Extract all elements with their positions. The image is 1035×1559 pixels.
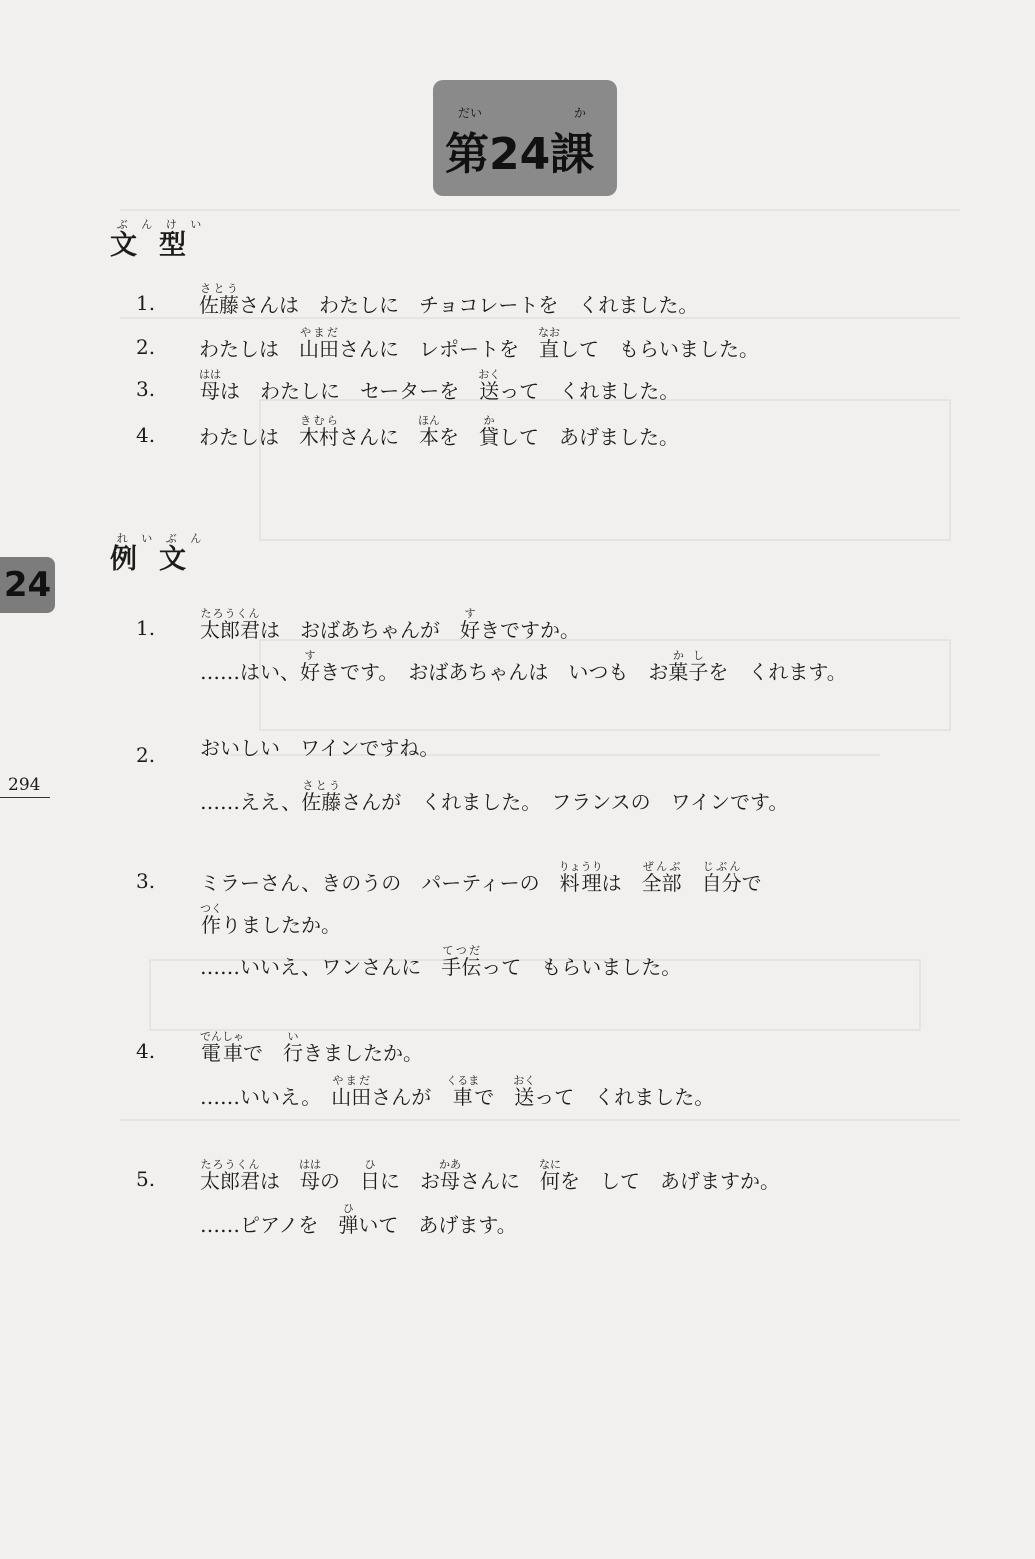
text-segment: おいしい ワインですね。 <box>200 736 440 760</box>
ruby-word: 佐藤さとう <box>199 282 239 317</box>
reibun-number: 4. <box>136 1039 156 1063</box>
text-segment: さんは わたしに チョコレートを くれました。 <box>239 293 699 317</box>
text-segment: ……いいえ、ワンさんに <box>200 955 442 979</box>
reibun-heading: 例れい文ぶん <box>110 532 208 575</box>
ruby-word: 木村きむら <box>299 414 339 449</box>
ruby-word: 母はは <box>299 1158 321 1193</box>
ruby-word: 料理りょうり <box>558 860 603 895</box>
text-segment: で <box>243 1041 283 1065</box>
text-segment: に お <box>380 1169 440 1193</box>
bunkei-number: 3. <box>136 377 156 401</box>
ruby-word: 母かあ <box>439 1158 461 1193</box>
text-segment: を くれます。 <box>708 660 847 684</box>
lesson-side-tab: 24 <box>0 557 55 613</box>
text-segment: して もらいました。 <box>559 337 759 361</box>
ruby-word: 作つく <box>200 902 222 937</box>
text-segment: は おばあちゃんが <box>260 618 460 642</box>
text-segment: きですか。 <box>480 618 580 642</box>
ruby-word: 車くるま <box>446 1074 480 1109</box>
ruby-word: 弾ひ <box>338 1202 359 1237</box>
ruby-word: 菓子かし <box>668 649 709 684</box>
ruby-word: 佐藤さとう <box>301 779 342 814</box>
text-segment: ……はい、 <box>200 660 300 684</box>
text-segment: で <box>474 1085 515 1109</box>
reibun-line <box>200 1202 517 1239</box>
text-segment <box>682 871 702 895</box>
reibun-line <box>200 734 439 762</box>
reibun-number: 1. <box>136 616 156 640</box>
text-segment: の <box>320 1169 360 1193</box>
text-segment: を して あげますか。 <box>560 1169 780 1193</box>
text-segment: さんが くれました。 フランスの ワインです。 <box>341 790 789 814</box>
text-segment: きましたか。 <box>303 1041 423 1065</box>
text-segment: さんに レポートを <box>339 337 539 361</box>
ruby-word: 全部ぜんぶ <box>641 860 682 895</box>
text-segment: さんに <box>339 425 419 449</box>
ruby-word: 太郎君たろうくん <box>200 1158 260 1193</box>
reibun-line <box>200 607 580 644</box>
text-segment: いて あげます。 <box>358 1213 517 1237</box>
text-segment: って くれました。 <box>534 1085 715 1109</box>
text-segment: って もらいました。 <box>481 955 682 979</box>
text-segment: ……ええ、 <box>200 790 302 814</box>
text-segment: わたしは <box>199 337 299 361</box>
bunkei-number: 2. <box>136 335 156 359</box>
bunkei-number: 1. <box>136 291 156 315</box>
ruby-word: 山田やまだ <box>299 326 339 361</box>
ruby-word: 電車でんしゃ <box>200 1030 244 1065</box>
reibun-number: 5. <box>136 1167 156 1191</box>
ruby-word: 自分じぶん <box>701 860 742 895</box>
text-segment: さんが <box>371 1085 452 1109</box>
text-segment: ミラーさん、きのうの パーティーの <box>200 871 560 895</box>
reibun-line <box>200 1074 714 1111</box>
reibun-line <box>200 1030 423 1067</box>
reibun-line <box>200 902 341 939</box>
ruby-word: 好す <box>460 607 480 642</box>
ruby-word: 直なお <box>538 326 560 361</box>
bunkei-sentence <box>199 282 698 319</box>
ruby-word: 送おく <box>513 1074 536 1109</box>
bunkei-sentence <box>199 326 759 363</box>
text-segment: ……ピアノを <box>200 1213 339 1237</box>
ruby-word: 行い <box>283 1030 303 1065</box>
ruby-word: 母はは <box>199 368 221 403</box>
text-segment: して あげました。 <box>499 425 679 449</box>
reibun-line <box>200 1158 780 1195</box>
text-segment: りましたか。 <box>221 913 341 937</box>
ruby-word: 何なに <box>539 1158 561 1193</box>
reibun-line <box>200 944 681 981</box>
title-ruby-dai: だい <box>458 106 483 120</box>
reibun-number: 3. <box>136 869 156 893</box>
ruby-word: 日ひ <box>360 1158 380 1193</box>
title-ruby-ka: か <box>574 106 587 120</box>
ruby-word: 貸か <box>479 414 499 449</box>
text-segment: わたしは <box>199 425 299 449</box>
text-segment: は わたしに セーターを <box>220 379 480 403</box>
ruby-word: 手伝てつだ <box>441 944 482 979</box>
ruby-word: 送おく <box>478 368 501 403</box>
bunkei-number: 4. <box>136 423 156 447</box>
page-number-rule <box>0 797 50 798</box>
reibun-line <box>200 779 788 816</box>
text-segment: は <box>260 1169 300 1193</box>
ruby-word: 山田やまだ <box>331 1074 372 1109</box>
text-segment: は <box>601 871 642 895</box>
lesson-title: 第24課 <box>445 129 595 180</box>
bunkei-sentence <box>199 414 679 451</box>
reibun-line <box>200 649 847 686</box>
ruby-word: 太郎君たろうくん <box>200 607 260 642</box>
bunkei-sentence <box>199 368 679 405</box>
reibun-line <box>200 860 762 897</box>
text-segment: で <box>741 871 762 895</box>
text-segment: ……いいえ。 <box>200 1085 332 1109</box>
text-segment: を <box>439 425 479 449</box>
text-segment: って くれました。 <box>499 379 680 403</box>
ruby-word: 好す <box>300 649 320 684</box>
bunkei-heading: 文ぶん型けい <box>110 218 208 261</box>
ruby-word: 本ほん <box>418 414 440 449</box>
text-segment: さんに <box>460 1169 540 1193</box>
page-number: 294 <box>8 775 41 795</box>
reibun-number: 2. <box>136 743 156 767</box>
text-segment: きです。 おばあちゃんは いつも お <box>320 660 669 684</box>
